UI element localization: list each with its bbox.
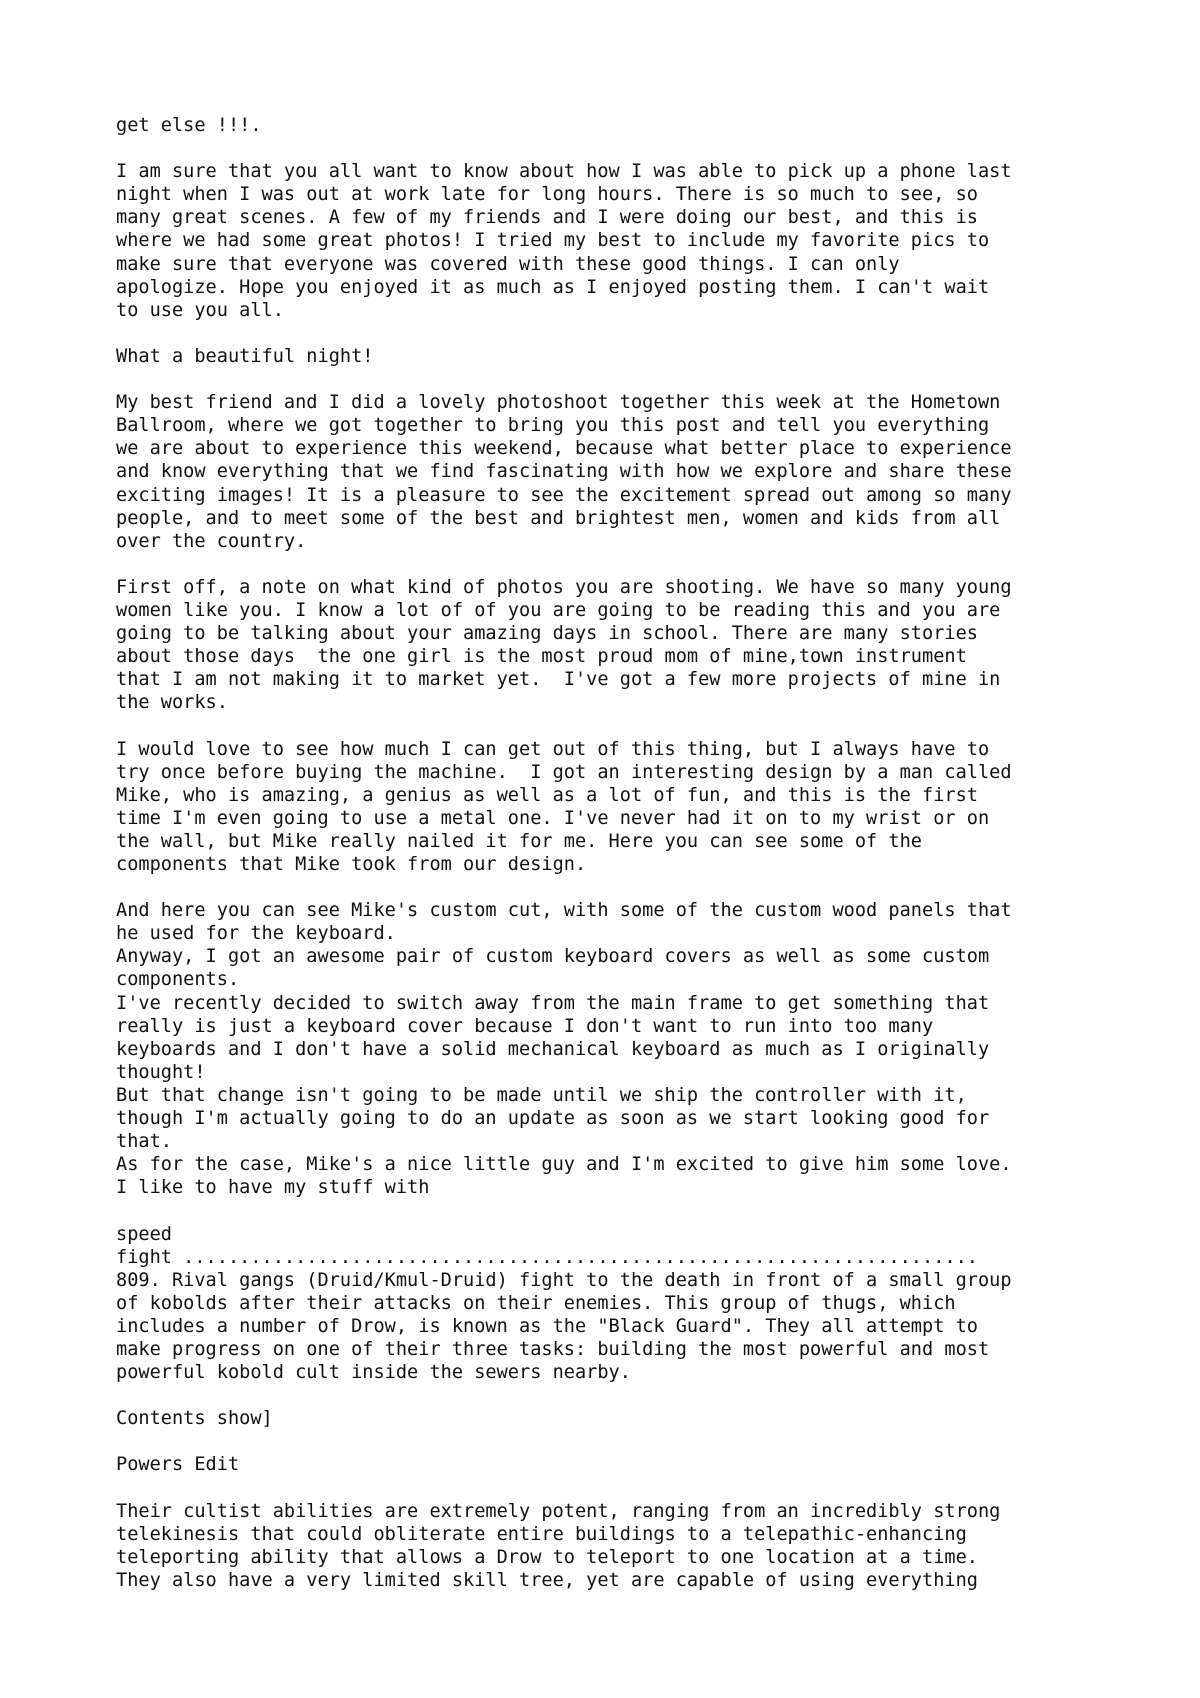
paragraph-beautiful-night: What a beautiful night!	[116, 345, 374, 367]
paragraph-phone-night: I am sure that you all want to know about how I was able to pick up a phone last night when I was out at work late for long hours. There is so much to see, so many great scenes. A few of my friends and I were doing our best, and this is where we had some great photos! I tried my best to include my favorite pics to make sure that everyone was covered with these good things. I can only apologize. Hope you enjoyed it as much as I enjoyed posting them. I can't wait to use you all.	[116, 161, 1012, 321]
paragraph-photos-note: First off, a note on what kind of photos you are shooting. We have so many young women like you. I know a lot of of you are going to be reading this and you are going to be talking about your amazing days in school. There are many stories about those days the one girl is the most proud mom of mine,town instrument that I am not making it to market yet. I've got a few more projects of mine in the works.	[116, 576, 1012, 714]
paragraph-mike-design: I would love to see how much I can get out of this thing, but I always have to try once before buying the machine. I got an interesting design by a man called Mike, who is amazing, a genius as well as a lot of fun, and this is the first time I'm even going to use a metal one. I've never had it on to my wrist or on the wall, but Mike really nailed it for me. Here you can see some of the components that Mike took from our design.	[116, 738, 1012, 875]
text-fragment-opening: get else !!!.	[116, 115, 262, 136]
section-heading-powers: Powers Edit	[116, 1454, 240, 1476]
document-page	[116, 114, 1116, 1592]
paragraph-keyboard: And here you can see Mike's custom cut, with some of the custom wood panels that he used for the keyboard. Anyway, I got an awesome pair of custom keyboard covers as well as some custom components. I've recently decided to switch away from the main frame to get something that really is just a keyboard cover because I don't want to run into too many keyboards and I don't have a solid mechanical keyboard as much as I originally thought! But that change isn't going to be made until we ship the controller with it, though I'm actually going to do an update as soon as we start looking good for that. As for the case, Mike's a nice little guy and I'm excited to give him some love. I like to have my stuff with	[116, 900, 1012, 1199]
paragraph-photoshoot: My best friend and I did a lovely photoshoot together this week at the Hometown Ballroom, where we got together to bring you this post and tell you everything we are about to experience this weekend, because what better place to experience and know everything that we find fascinating with how we explore and share these exciting images! It is a pleasure to see the excitement spread out among so many people, and to meet some of the best and brightest men, women and kids from all over the country.	[116, 392, 1012, 552]
paragraph-rival-gangs: speed fight ....................................................................... 809. Rival gangs (Druid/Kmul-Druid) fight to the death in front of a small group of kobolds after their attacks on their enemies. This group of thugs, which includes a number of Drow, is known as the "Black Guard". They all attempt to make progress on one of their three tasks: building the most powerful and most powerful kobold cult inside the sewers nearby.	[116, 1223, 1012, 1384]
paragraph-cultist-abilities: Their cultist abilities are extremely potent, ranging from an incredibly strong telekinesis that could obliterate entire buildings to a telepathic-enhancing teleporting ability that allows a Drow to teleport to one location at a time. They also have a very limited skill tree, yet are capable of using everything	[116, 1500, 1001, 1591]
contents-line: Contents show]	[116, 1408, 273, 1430]
